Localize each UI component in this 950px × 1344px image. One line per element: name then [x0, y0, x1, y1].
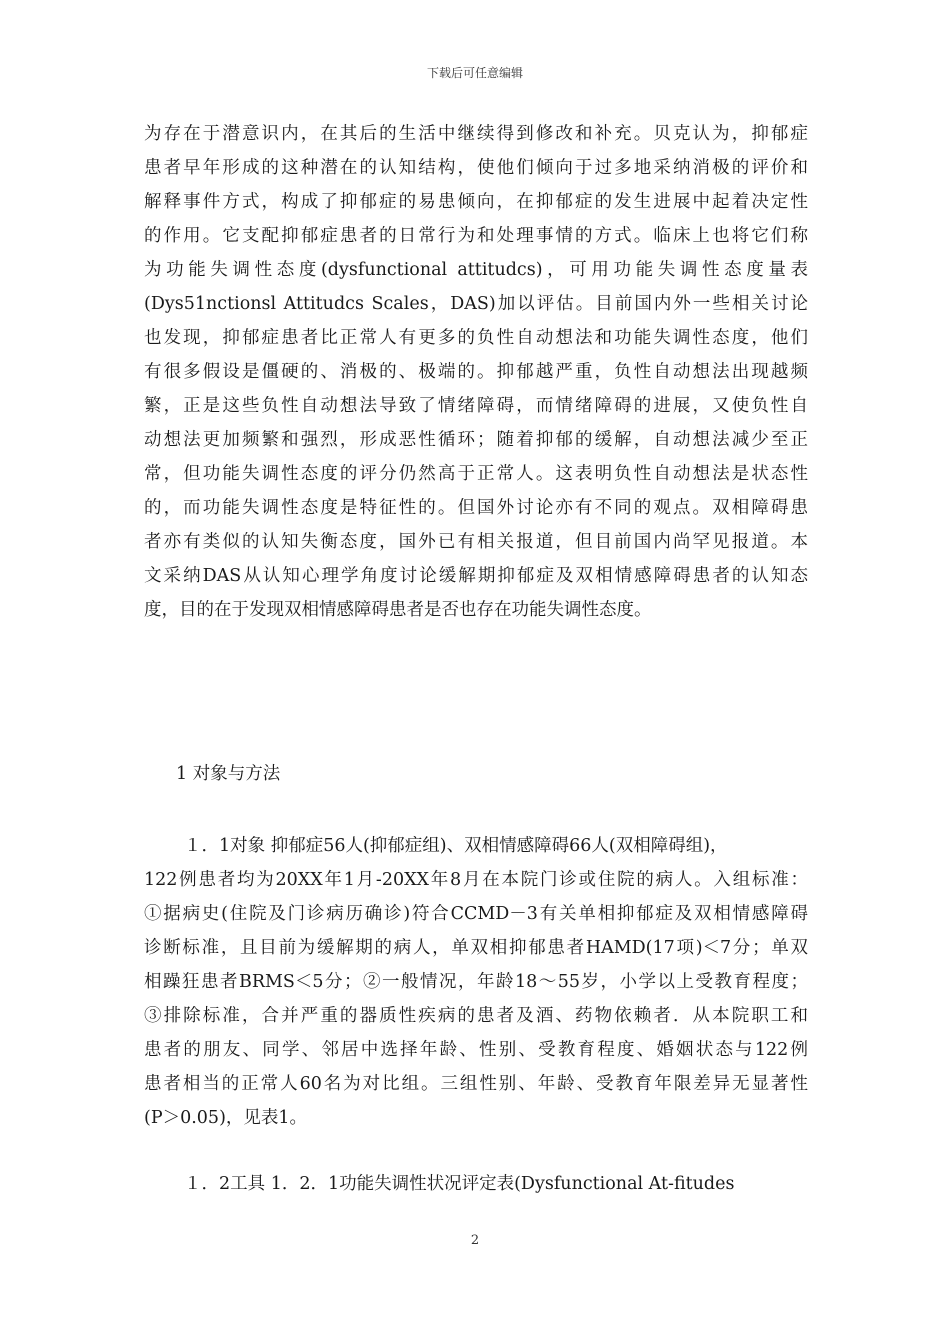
page-header-note: 下载后可任意编辑 — [426, 66, 523, 80]
text-line: 诊断标准，且目前为缓解期的病人，单双相抑郁患者HAMD(17项)＜7分；单双 — [144, 938, 808, 958]
text-line: 为功能失调性态度(dysfunctional attitudcs)，可用功能失调性态度量表 — [144, 260, 808, 280]
intro-paragraph — [144, 117, 808, 627]
text-line: 者亦有类似的认知失衡态度，国外已有相关报道，但目前国内尚罕见报道。本 — [144, 532, 808, 552]
text-line: １．2工具 1．2．1功能失调性状况评定表(Dysfunctional At-fitudes — [184, 1174, 735, 1194]
text-line: 常，但功能失调性态度的评分仍然高于正常人。这表明负性自动想法是状态性 — [144, 464, 808, 484]
text-line: 的，而功能失调性态度是特征性的。但国外讨论亦有不同的观点。双相障碍患 — [144, 498, 808, 518]
text-line: 也发现，抑郁症患者比正常人有更多的负性自动想法和功能失调性态度，他们 — [144, 328, 808, 348]
text-line: ③排除标准，合并严重的器质性疾病的患者及酒、药物依赖者．从本院职工和 — [144, 1006, 808, 1026]
text-line: 122例患者均为20XX年1月-20XX年8月在本院门诊或住院的病人。入组标准： — [144, 870, 808, 890]
section-heading: 1 对象与方法 — [176, 764, 281, 784]
text-line: 患者相当的正常人60名为对比组。三组性别、年龄、受教育年限差异无显著性 — [144, 1074, 808, 1094]
text-line: (Dys51nctionsl Attitudcs Scales，DAS)加以评估。目前国内外一些相关讨论 — [144, 294, 808, 314]
text-line: 解释事件方式，构成了抑郁症的易患倾向，在抑郁症的发生进展中起着决定性 — [144, 192, 808, 212]
text-line: 繁，正是这些负性自动想法导致了情绪障碍，而情绪障碍的进展，又使负性自 — [144, 396, 808, 416]
text-line: 动想法更加频繁和强烈，形成恶性循环；随着抑郁的缓解，自动想法减少至正 — [144, 430, 808, 450]
tools-paragraph — [144, 1167, 808, 1201]
objects-paragraph — [144, 829, 808, 1135]
text-line: ①据病史(住院及门诊病历确诊)符合CCMD－3有关单相抑郁症及双相情感障碍 — [144, 904, 808, 924]
text-line: 的作用。它支配抑郁症患者的日常行为和处理事情的方式。临床上也将它们称 — [144, 226, 808, 246]
page-number: 2 — [470, 1233, 480, 1248]
text-line: 患者的朋友、同学、邻居中选择年龄、性别、受教育程度、婚姻状态与122例 — [144, 1040, 808, 1060]
text-line: 有很多假设是僵硬的、消极的、极端的。抑郁越严重，负性自动想法出现越频 — [144, 362, 808, 382]
text-line: (P＞0.05)，见表1。 — [144, 1108, 308, 1128]
text-line: 为存在于潜意识内，在其后的生活中继续得到修改和补充。贝克认为，抑郁症 — [144, 124, 808, 144]
text-line: 相躁狂患者BRMS＜5分；②一般情况，年龄18～55岁，小学以上受教育程度； — [144, 972, 808, 992]
text-line: 患者早年形成的这种潜在的认知结构，使他们倾向于过多地采纳消极的评价和 — [144, 158, 808, 178]
text-line: １．1对象 抑郁症56人(抑郁症组)、双相情感障碍66人(双相障碍组)， — [184, 836, 728, 856]
text-line: 文采纳DAS从认知心理学角度讨论缓解期抑郁症及双相情感障碍患者的认知态 — [144, 566, 808, 586]
text-line: 度，目的在于发现双相情感障碍患者是否也存在功能失调性态度。 — [144, 600, 652, 620]
